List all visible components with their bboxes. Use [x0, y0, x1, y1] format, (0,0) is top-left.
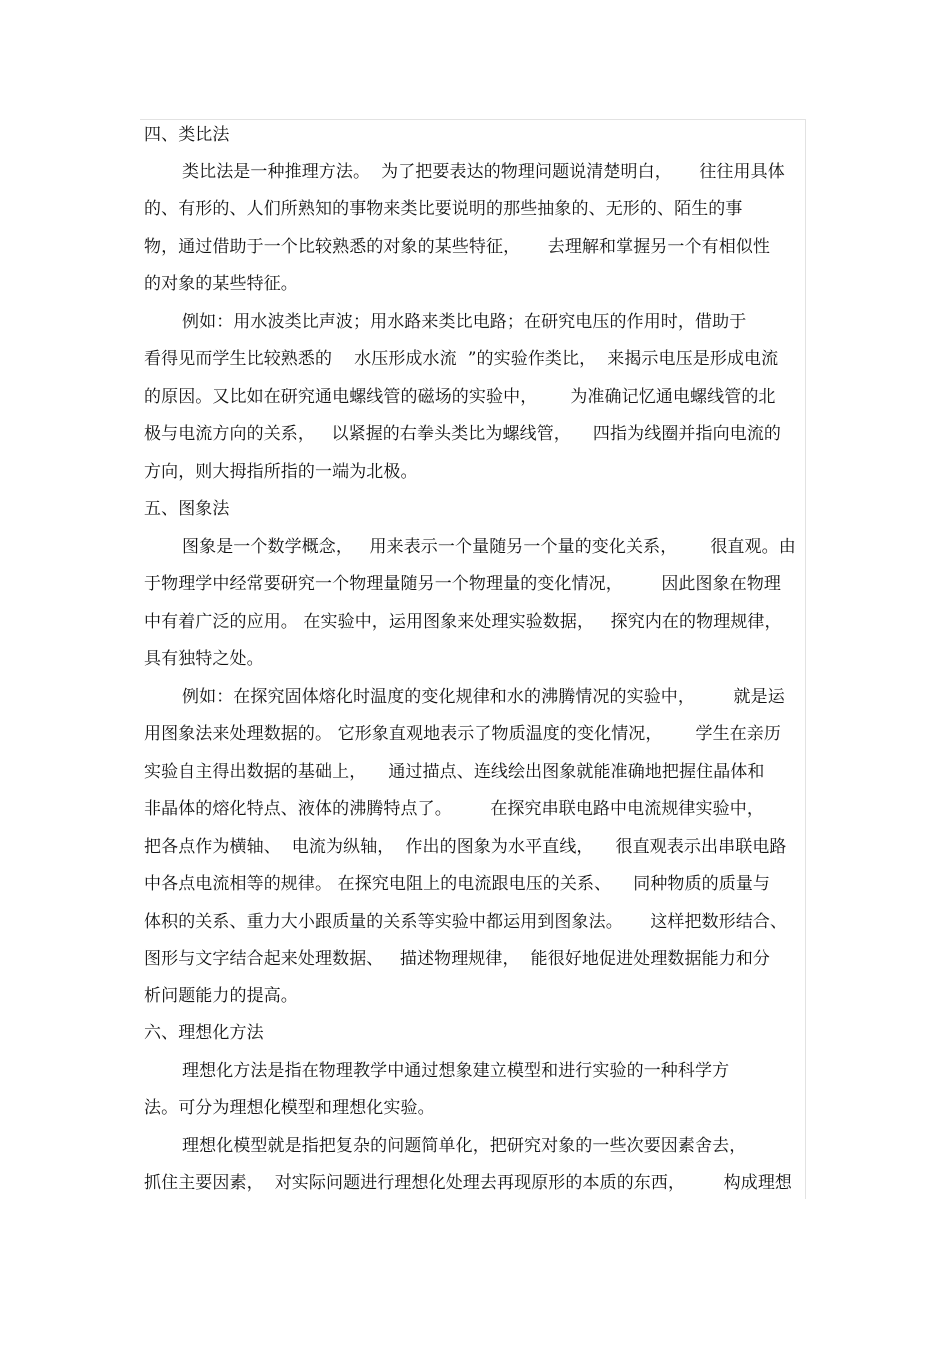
paragraph-line: 理想化方法是指在物理教学中通过想象建立模型和进行实验的一种科学方 — [182, 1061, 730, 1081]
heading-analogy: 四、类比法 — [144, 125, 230, 145]
paragraph-line: 非晶体的熔化特点、液体的沸腾特点了。 在探究串联电路中电流规律实验中， — [144, 799, 764, 819]
paragraph-line: 中各点电流相等的规律。 在探究电阻上的电流跟电压的关系、 同种物质的质量与 — [144, 874, 771, 894]
paragraph-line: 看得见而学生比较熟悉的 水压形成水流 ”的实验作类比， 来揭示电压是形成电流 — [144, 349, 779, 369]
paragraph-line: 物，通过借助于一个比较熟悉的对象的某些特征， 去理解和掌握另一个有相似性 — [144, 237, 771, 257]
paragraph-line: 法。可分为理想化模型和理想化实验。 — [144, 1098, 435, 1118]
paragraph-line: 把各点作为横轴、 电流为纵轴， 作出的图象为水平直线， 很直观表示出串联电路 — [144, 837, 787, 857]
paragraph-line: 方向，则大拇指所指的一端为北极。 — [144, 462, 418, 482]
paragraph-line: 抓住主要因素， 对实际问题进行理想化处理去再现原形的本质的东西， 构成理想 — [144, 1173, 793, 1193]
heading-graph: 五、图象法 — [144, 499, 230, 519]
paragraph-line: 的原因。又比如在研究通电螺线管的磁场的实验中， 为准确记忆通电螺线管的北 — [144, 387, 776, 407]
paragraph-line: 实验自主得出数据的基础上， 通过描点、连线绘出图象就能准确地把握住晶体和 — [144, 762, 765, 782]
paragraph-line: 的对象的某些特征。 — [144, 274, 298, 294]
paragraph-line: 类比法是一种推理方法。 为了把要表达的物理问题说清楚明白， 往往用具体 — [182, 162, 785, 182]
paragraph-line: 例如：在探究固体熔化时温度的变化规律和水的沸腾情况的实验中， 就是运 — [182, 687, 785, 707]
paragraph-line: 于物理学中经常要研究一个物理量随另一个物理量的变化情况， 因此图象在物理 — [144, 574, 782, 594]
paragraph-line: 具有独特之处。 — [144, 649, 264, 669]
paragraph-line: 体积的关系、重力大小跟质量的关系等实验中都运用到图象法。 这样把数形结合、 — [144, 912, 788, 932]
paragraph-line: 图象是一个数学概念， 用来表示一个量随另一个量的变化关系， 很直观。由 — [182, 537, 796, 557]
paragraph-line: 析问题能力的提高。 — [144, 986, 298, 1006]
paragraph-line: 图形与文字结合起来处理数据、 描述物理规律， 能很好地促进处理数据能力和分 — [144, 949, 771, 969]
paragraph-line: 中有着广泛的应用。 在实验中，运用图象来处理实验数据， 探究内在的物理规律， — [144, 612, 782, 632]
paragraph-line: 例如：用水波类比声波；用水路来类比电路；在研究电压的作用时，借助于 — [182, 312, 747, 332]
paragraph-line: 极与电流方向的关系， 以紧握的右拳头类比为螺线管， 四指为线圈并指向电流的 — [144, 424, 782, 444]
heading-idealization: 六、理想化方法 — [144, 1023, 264, 1043]
paragraph-line: 理想化模型就是指把复杂的问题简单化，把研究对象的一些次要因素舍去， — [182, 1136, 747, 1156]
paragraph-line: 用图象法来处理数据的。 它形象直观地表示了物质温度的变化情况， 学生在亲历 — [144, 724, 782, 744]
paragraph-line: 的、有形的、人们所熟知的事物来类比要说明的那些抽象的、无形的、陌生的事 — [144, 199, 743, 219]
